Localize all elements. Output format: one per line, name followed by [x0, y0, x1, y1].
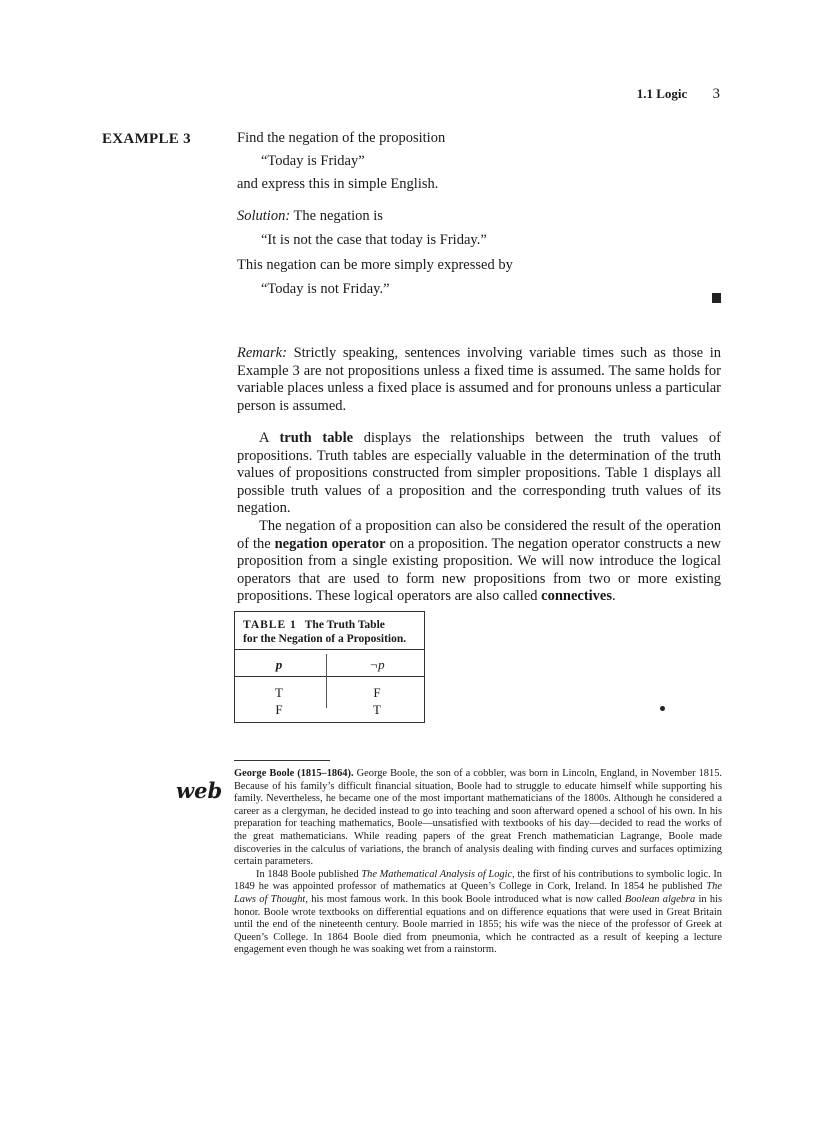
solution-line — [237, 207, 721, 226]
footnote-name: George Boole (1815–1864). — [234, 768, 354, 779]
remark-text: Strictly speaking, sentences involving variable times such as those in Example 3 are not propositions unless a fixed time is assumed. The same holds for variable places unless a fixed place is assumed and for pronouns unless a particular person is assumed. — [237, 345, 722, 414]
table-rule-top — [235, 649, 424, 650]
term-negation-operator: negation operator — [274, 535, 386, 552]
table-rule-header — [235, 676, 424, 677]
table-title-line2: for the Negation of a Proposition. — [243, 633, 407, 645]
table-cell: F — [373, 685, 381, 700]
quote-not-friday: “Today is not Friday.” — [261, 281, 390, 297]
example-prompt: Find the negation of the proposition — [237, 130, 446, 146]
solution-text: The negation is — [293, 207, 383, 224]
body-paragraphs — [237, 430, 721, 606]
footnote-paragraph-2: In 1848 Boole published The Mathematical Analysis of Logic, the first of his contributions to symbolic logic. In 1849 he was appointed professor of mathematics at Queen’s College in Cork, Ireland. In 1854 he published The Laws of Thought, his most famous work. In this book Boole introduced what is now called Boolean algebra in his honor. Boole wrote textbooks on differential equations and on difference equations that were used in Great Britain until the end of the nineteenth century. Boole married in 1855; his wife was the niece of the professor of Greek at Queen’s College. In 1864 Boole died from pneumonia, which he contracted as a result of keeping a lecture engagement even though he was soaking wet from a rainstorm. — [234, 868, 722, 956]
running-header — [637, 86, 720, 103]
table-title-line1: The Truth Table — [304, 619, 385, 631]
end-of-example-mark — [712, 293, 721, 303]
quote-today-is-friday: “Today is Friday” — [261, 152, 365, 169]
example-instruction: and express this in simple English. — [237, 176, 439, 192]
biography-footnote — [234, 768, 722, 957]
book-title-laws-of-thought: The Laws of Thought — [234, 881, 722, 905]
page-number: 3 — [712, 86, 720, 102]
remark — [237, 345, 721, 415]
book-title-analysis-of-logic: The Mathematical Analysis of Logic — [361, 868, 513, 880]
simpler-expression-text: This negation can be more simply expressed by — [237, 256, 513, 273]
negation-operator-paragraph: The negation of a proposition can also be considered the result of the operation of the negation operator on a proposition. The negation operator constructs a new proposition from a single existing proposition. We will now introduce the logical operators that are used to form new propositions from two or more existing propositions. These logical operators are also called connectives. — [237, 517, 722, 605]
web-margin-tag: web — [176, 778, 223, 803]
stray-dot — [660, 706, 665, 711]
table-1 — [234, 611, 425, 723]
remark-label: Remark: — [237, 345, 287, 361]
footnote-paragraph-1: George Boole (1815–1864). George Boole, the son of a cobbler, was born in Lincoln, England, in November 1815. Because of his family’s difficult financial situation, Boole had to struggle to educate himself while supporting his family. Nevertheless, he became one of the most important mathematicians of the 1800s. Although he considered a career as a clergyman, he decided instead to go into teaching and soon afterward opened a school of his own. In his preparation for teaching mathematics, Boole—unsatisfied with textbooks of his day—decided to read the works of the great mathematicians. While reading papers of the great French mathematician Lagrange, Boole made discoveries in the calculus of variations, the branch of analysis dealing with finding curves and surfaces optimizing certain parameters. — [234, 768, 722, 868]
table-caption — [243, 618, 406, 646]
truth-table-paragraph: A truth table displays the relationships between the truth values of propositions. Truth tables are especially valuable in the determination of the truth values of propositions constructed from simpler propositions. Table 1 displays all possible truth values of a proposition and the corresponding truth values of its negation. — [237, 430, 721, 517]
solution-label: Solution: — [237, 207, 291, 224]
section-title: 1.1 Logic — [636, 86, 688, 101]
footnote-rule — [234, 760, 330, 761]
table-cell: T — [275, 685, 283, 700]
table-cell: F — [275, 702, 283, 717]
table-header-p: p — [275, 657, 283, 672]
table-column-divider — [326, 654, 327, 708]
table-label: TABLE 1 — [243, 619, 297, 631]
term-truth-table: truth table — [279, 430, 354, 446]
table-cell: T — [373, 702, 381, 717]
example-label: EXAMPLE 3 — [102, 131, 191, 147]
quote-not-the-case: “It is not the case that today is Friday.” — [261, 232, 487, 248]
term-connectives: connectives — [541, 588, 613, 605]
term-boolean-algebra: Boolean algebra — [624, 893, 696, 905]
table-header-not-p: ¬p — [369, 657, 385, 672]
example-body — [237, 129, 721, 299]
